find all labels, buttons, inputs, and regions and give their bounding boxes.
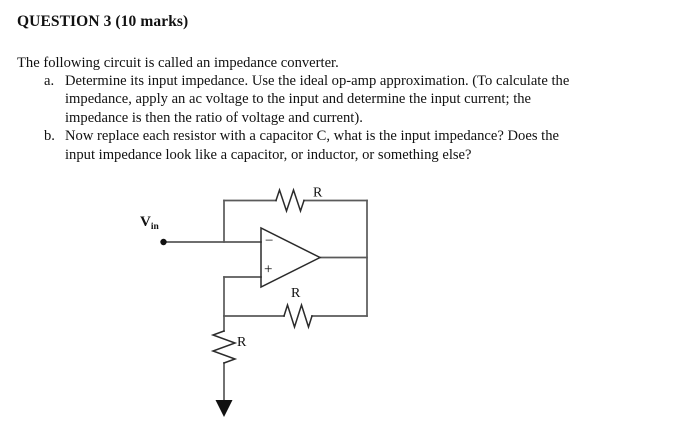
item-a-line-2: impedance, apply an ac voltage to the input and determine the input current; the — [65, 91, 532, 108]
circuit-terminals — [160, 239, 232, 417]
item-b-line-2: input impedance look like a capacitor, or inductor, or something else? — [65, 146, 472, 163]
item-a-line-3: impedance is then the ratio of voltage and current). — [65, 109, 363, 126]
resistor-zigzag-middle — [284, 305, 312, 327]
item-a-label: a. — [44, 73, 55, 89]
item-b-label: b. — [44, 128, 55, 145]
item-a-line-1: Determine its input impedance. Use the ideal op-amp approximation. (To calculate the — [65, 73, 570, 89]
opamp-inverting-input-sign: − — [265, 233, 274, 249]
resistor-zigzag-ground — [213, 331, 235, 363]
vin-label-subscript: in — [150, 222, 159, 232]
vin-label — [140, 214, 159, 232]
resistor-zigzag-top — [276, 190, 304, 211]
vin-terminal-dot — [160, 239, 166, 245]
item-b-line-1: Now replace each resistor with a capacitor C, what is the input impedance? Does the — [65, 128, 559, 145]
resistor-top-label: R — [313, 185, 323, 201]
question-intro: The following circuit is called an impedance converter. — [17, 55, 339, 71]
opamp-noninverting-input-sign: + — [264, 261, 273, 278]
resistor-middle-label: R — [291, 286, 301, 301]
question-title: QUESTION 3 (10 marks) — [17, 13, 189, 30]
ground-arrow-icon — [216, 400, 233, 417]
resistor-ground-label: R — [237, 335, 247, 350]
vin-label-main: V — [140, 214, 151, 230]
